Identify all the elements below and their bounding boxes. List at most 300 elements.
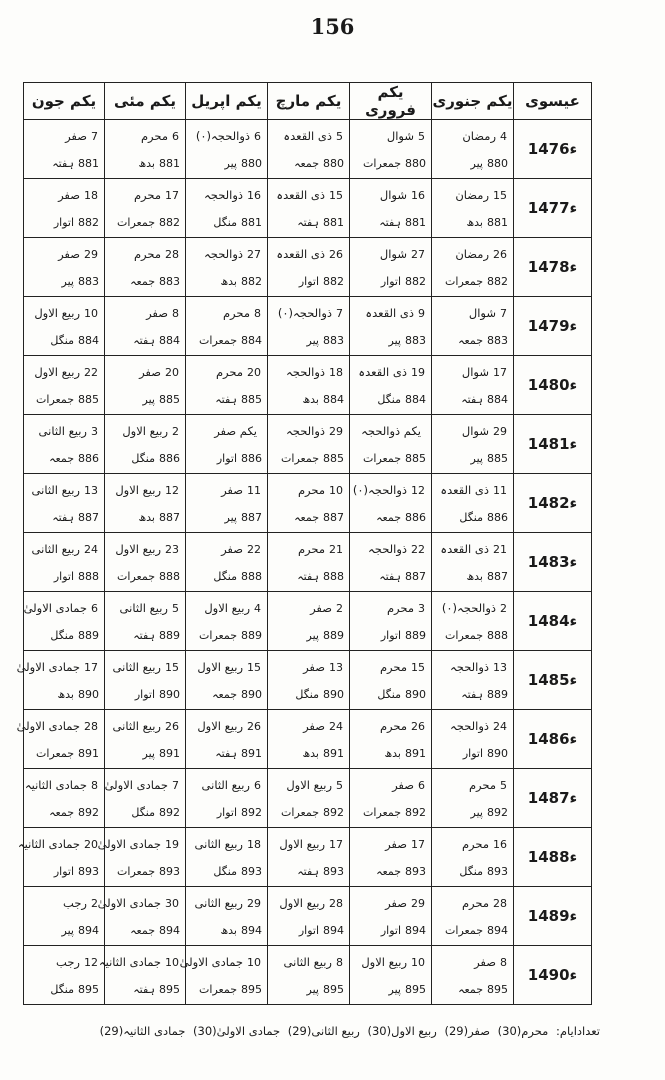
hijri-year: 887	[241, 511, 262, 524]
hijri-day: 22	[247, 543, 261, 556]
table-row	[24, 769, 592, 828]
hijri-year: 886	[159, 452, 180, 465]
date-cell	[24, 946, 105, 1005]
date-cell	[350, 179, 432, 238]
hijri-date	[354, 660, 425, 674]
weekday: جمعہ	[212, 688, 237, 701]
hijri-year-weekday	[212, 688, 262, 701]
header-jan: یکم جنوری	[432, 83, 514, 120]
weekday: پیر	[306, 629, 319, 642]
weekday: جمعرات	[199, 334, 237, 347]
weekday: منگل	[213, 865, 237, 878]
date-cell	[268, 769, 350, 828]
hijri-year-weekday	[130, 275, 180, 288]
date-cell	[24, 297, 105, 356]
hijri-year: 889	[241, 629, 262, 642]
hijri-year: 894	[159, 924, 180, 937]
hijri-month: صفر	[385, 837, 407, 851]
table-row	[24, 887, 592, 946]
weekday: منگل	[295, 688, 319, 701]
date-cell	[432, 120, 514, 179]
weekday: پیر	[388, 334, 401, 347]
hijri-year-weekday	[50, 983, 99, 996]
date-cell	[350, 710, 432, 769]
weekday: جمعرات	[117, 865, 155, 878]
hijri-month: محرم	[386, 601, 414, 615]
hijri-month: محرم	[297, 542, 325, 556]
hijri-day: 20	[84, 838, 98, 851]
hijri-year-weekday	[54, 570, 99, 583]
date-cell	[432, 887, 514, 946]
hijri-year: 891	[323, 747, 344, 760]
date-cell	[268, 238, 350, 297]
hijri-year: 880	[241, 157, 262, 170]
hijri-day: 28	[165, 248, 179, 261]
hijri-day: 28	[84, 720, 98, 733]
weekday: جمعرات	[363, 452, 401, 465]
hijri-month: جمادی الاولیٰ	[104, 778, 168, 792]
hijri-month: شوال	[461, 424, 489, 438]
hijri-date	[272, 837, 343, 851]
date-cell	[24, 120, 105, 179]
footer-item: جمادی الاولیٰ(30)	[193, 1024, 281, 1038]
hijri-year-weekday	[458, 983, 508, 996]
header-may: یکم مئی	[105, 83, 186, 120]
hijri-date	[28, 365, 98, 379]
hijri-year: 893	[323, 865, 344, 878]
hijri-day: 21	[329, 543, 343, 556]
hijri-month: یکم ذوالحجہ	[361, 424, 421, 438]
hijri-year: 882	[159, 216, 180, 229]
date-cell	[24, 769, 105, 828]
hijri-year: 880	[323, 157, 344, 170]
hijri-year-weekday	[445, 629, 508, 642]
hijri-date	[97, 896, 179, 910]
hijri-month: جمادی الثانیہ	[98, 955, 161, 969]
weekday: ہفتہ	[297, 570, 319, 583]
hijri-year-weekday	[381, 924, 426, 937]
weekday: منگل	[377, 393, 401, 406]
hijri-year-weekday	[52, 157, 99, 170]
hijri-year-weekday	[215, 393, 262, 406]
hijri-month: صفر	[221, 542, 243, 556]
hijri-month: ربیع الثانی	[119, 601, 168, 615]
hijri-day: 15	[329, 189, 343, 202]
table-row	[24, 533, 592, 592]
year-cell: 1485ء	[514, 651, 592, 710]
hijri-date	[16, 719, 98, 733]
year-cell: 1478ء	[514, 238, 592, 297]
hijri-year-weekday	[138, 511, 180, 524]
date-cell	[268, 415, 350, 474]
hijri-month: ذوالحجہ	[368, 542, 407, 556]
hijri-date	[190, 306, 261, 320]
hijri-year-weekday	[459, 511, 508, 524]
date-cell	[17, 828, 105, 887]
days-count-footer	[20, 1024, 600, 1038]
weekday: ہفتہ	[215, 393, 237, 406]
year-cell: 1486ء	[514, 710, 592, 769]
date-cell	[268, 356, 350, 415]
hijri-date	[272, 247, 343, 261]
table-row	[24, 297, 592, 356]
hijri-year-weekday	[143, 393, 180, 406]
hijri-month: رجب	[56, 955, 80, 969]
hijri-year-weekday	[215, 747, 262, 760]
date-cell	[179, 946, 268, 1005]
hijri-year: 881	[487, 216, 508, 229]
hijri-month: صفر	[310, 601, 332, 615]
weekday: جمعہ	[49, 806, 74, 819]
hijri-day: 7	[172, 779, 179, 792]
hijri-year: 888	[78, 570, 99, 583]
hijri-year-weekday	[466, 570, 508, 583]
hijri-year-weekday	[384, 747, 426, 760]
hijri-date	[109, 188, 179, 202]
hijri-date	[354, 365, 425, 379]
hijri-day: 6	[172, 130, 179, 143]
hijri-day: 13	[329, 661, 343, 674]
hijri-year: 887	[487, 570, 508, 583]
hijri-day: 6	[254, 779, 261, 792]
hijri-day: 26	[411, 720, 425, 733]
hijri-year-weekday	[138, 157, 180, 170]
hijri-month: ذی القعدہ	[283, 129, 332, 143]
hijri-date	[354, 601, 425, 615]
date-cell	[350, 592, 432, 651]
hijri-month: صفر	[146, 306, 168, 320]
calendar-table	[16, 82, 592, 1005]
hijri-year: 893	[78, 865, 99, 878]
weekday: جمعہ	[130, 924, 155, 937]
year-cell: 1487ء	[514, 769, 592, 828]
hijri-day: 8	[91, 779, 98, 792]
hijri-month: صفر	[221, 483, 243, 497]
hijri-day: 10	[165, 956, 179, 969]
date-cell	[186, 533, 268, 592]
hijri-year-weekday	[220, 275, 262, 288]
hijri-month: محرم	[461, 837, 489, 851]
date-cell	[350, 415, 432, 474]
hijri-year-weekday	[50, 629, 99, 642]
hijri-day: 13	[84, 484, 98, 497]
hijri-month: صفر	[65, 129, 87, 143]
weekday: بدھ	[466, 570, 483, 583]
hijri-day: 18	[84, 189, 98, 202]
hijri-year: 885	[159, 393, 180, 406]
hijri-year: 882	[241, 275, 262, 288]
hijri-year-weekday	[295, 688, 344, 701]
hijri-date	[109, 542, 179, 556]
date-cell	[105, 533, 186, 592]
hijri-month: رجب	[63, 896, 87, 910]
hijri-day: 24	[84, 543, 98, 556]
hijri-date	[436, 955, 507, 969]
hijri-year-weekday	[117, 570, 180, 583]
hijri-month: ربیع الاول	[115, 542, 161, 556]
hijri-year: 883	[323, 334, 344, 347]
hijri-month: رمضان	[455, 188, 489, 202]
hijri-month: ربیع الاول	[361, 955, 407, 969]
date-cell	[268, 533, 350, 592]
hijri-year: 888	[159, 570, 180, 583]
hijri-year: 894	[487, 924, 508, 937]
hijri-day: 29	[84, 248, 98, 261]
date-cell	[268, 592, 350, 651]
weekday: جمعہ	[294, 511, 319, 524]
hijri-date	[190, 483, 261, 497]
hijri-day: 15	[165, 661, 179, 674]
hijri-date	[28, 542, 98, 556]
weekday: اتوار	[53, 570, 74, 583]
hijri-year: 886	[78, 452, 99, 465]
hijri-year-weekday	[307, 983, 344, 996]
hijri-month: جمادی الاولیٰ	[97, 896, 161, 910]
date-cell	[24, 415, 105, 474]
hijri-month: ذی القعدہ	[440, 542, 489, 556]
hijri-month: ربیع الاول	[115, 483, 161, 497]
hijri-year-weekday	[62, 924, 99, 937]
date-cell	[24, 238, 105, 297]
hijri-day: 3	[418, 602, 425, 615]
date-cell	[432, 533, 514, 592]
date-cell	[350, 297, 432, 356]
hijri-day: 10	[84, 307, 98, 320]
year-cell: 1484ء	[514, 592, 592, 651]
hijri-date	[24, 778, 98, 792]
hijri-day: 29	[329, 425, 343, 438]
date-cell	[16, 710, 105, 769]
hijri-year: 883	[78, 275, 99, 288]
date-cell	[268, 120, 350, 179]
footer-item: صفر(29)	[444, 1024, 490, 1038]
hijri-date	[190, 424, 261, 438]
date-cell	[350, 828, 432, 887]
hijri-month: ربیع الاول	[286, 778, 332, 792]
hijri-year: 892	[159, 806, 180, 819]
date-cell	[432, 828, 514, 887]
hijri-year-weekday	[62, 275, 99, 288]
hijri-month: شوال	[379, 247, 407, 261]
weekday: منگل	[50, 629, 74, 642]
hijri-year-weekday	[131, 806, 180, 819]
hijri-year: 891	[159, 747, 180, 760]
weekday: اتوار	[462, 747, 483, 760]
hijri-month: رمضان	[455, 247, 489, 261]
date-cell	[186, 356, 268, 415]
header-feb: یکم فروری	[350, 83, 432, 120]
hijri-year: 890	[323, 688, 344, 701]
date-cell	[105, 710, 186, 769]
hijri-day: 17	[493, 366, 507, 379]
hijri-year-weekday	[143, 747, 180, 760]
hijri-year-weekday	[217, 806, 262, 819]
hijri-date	[109, 129, 179, 143]
hijri-day: 2	[500, 602, 507, 615]
hijri-date	[272, 129, 343, 143]
hijri-month: محرم	[379, 660, 407, 674]
hijri-day: 2	[172, 425, 179, 438]
table-row	[24, 415, 592, 474]
hijri-year-weekday	[297, 865, 344, 878]
footer-item: محرم(30)	[497, 1024, 549, 1038]
table-row	[24, 651, 592, 710]
hijri-month: جمادی الثانیہ	[17, 837, 80, 851]
date-cell	[350, 238, 432, 297]
hijri-day: 29	[493, 425, 507, 438]
hijri-year-weekday	[135, 688, 180, 701]
hijri-month: صفر	[474, 955, 496, 969]
weekday: پیر	[470, 806, 483, 819]
hijri-month: ذوالحجہ(۰)	[195, 129, 250, 143]
hijri-year: 895	[241, 983, 262, 996]
weekday: بدھ	[138, 157, 155, 170]
hijri-month: ربیع الاول	[122, 424, 168, 438]
hijri-day: 5	[336, 779, 343, 792]
hijri-date	[190, 247, 261, 261]
weekday: پیر	[470, 452, 483, 465]
hijri-month: صفر	[303, 660, 325, 674]
table-row	[24, 120, 592, 179]
hijri-year-weekday	[363, 452, 426, 465]
weekday: منگل	[213, 216, 237, 229]
hijri-year: 884	[405, 393, 426, 406]
weekday: بدھ	[57, 688, 74, 701]
table-row	[24, 828, 592, 887]
weekday: پیر	[388, 983, 401, 996]
hijri-date	[272, 778, 343, 792]
header-mar: یکم مارچ	[268, 83, 350, 120]
hijri-year-weekday	[445, 924, 508, 937]
hijri-date	[190, 778, 261, 792]
hijri-date	[179, 955, 261, 969]
table-row	[24, 710, 592, 769]
year-cell: 1480ء	[514, 356, 592, 415]
hijri-year-weekday	[49, 452, 99, 465]
hijri-year: 895	[159, 983, 180, 996]
weekday: پیر	[61, 275, 74, 288]
hijri-month: صفر	[58, 247, 80, 261]
hijri-year: 893	[487, 865, 508, 878]
date-cell	[24, 592, 105, 651]
hijri-year: 893	[159, 865, 180, 878]
weekday: منگل	[213, 570, 237, 583]
date-cell	[186, 710, 268, 769]
hijri-year-weekday	[363, 157, 426, 170]
hijri-date	[272, 424, 343, 438]
date-cell	[105, 769, 186, 828]
hijri-date	[272, 306, 343, 320]
hijri-month: ربیع الثانی	[194, 896, 243, 910]
hijri-year-weekday	[50, 334, 99, 347]
weekday: بدھ	[466, 216, 483, 229]
hijri-day: 19	[165, 838, 179, 851]
date-cell	[350, 946, 432, 1005]
hijri-year: 887	[405, 570, 426, 583]
weekday: ہفتہ	[133, 629, 155, 642]
hijri-year: 894	[323, 924, 344, 937]
footer-label: تعدادایام:	[556, 1024, 600, 1038]
date-cell	[432, 179, 514, 238]
hijri-year: 894	[78, 924, 99, 937]
hijri-year-weekday	[281, 452, 344, 465]
hijri-date	[436, 601, 507, 615]
hijri-date	[109, 306, 179, 320]
year-cell: 1481ء	[514, 415, 592, 474]
hijri-year-weekday	[133, 629, 180, 642]
hijri-day: 10	[411, 956, 425, 969]
weekday: پیر	[142, 393, 155, 406]
hijri-year-weekday	[376, 511, 426, 524]
hijri-month: صفر	[392, 778, 414, 792]
date-cell	[350, 651, 432, 710]
hijri-year-weekday	[458, 334, 508, 347]
hijri-year-weekday	[466, 216, 508, 229]
date-cell	[105, 474, 186, 533]
weekday: جمعہ	[294, 157, 319, 170]
hijri-year: 887	[78, 511, 99, 524]
hijri-date	[436, 837, 507, 851]
hijri-date	[354, 778, 425, 792]
hijri-month: محرم	[133, 188, 161, 202]
hijri-day: 17	[84, 661, 98, 674]
hijri-day: 26	[329, 248, 343, 261]
hijri-year-weekday	[471, 806, 508, 819]
hijri-year-weekday	[299, 275, 344, 288]
hijri-year: 885	[323, 452, 344, 465]
hijri-month: ذی القعدہ	[358, 365, 407, 379]
hijri-year-weekday	[302, 747, 344, 760]
hijri-year: 885	[78, 393, 99, 406]
hijri-year-weekday	[302, 393, 344, 406]
weekday: جمعرات	[199, 983, 237, 996]
weekday: ہفتہ	[52, 157, 74, 170]
hijri-date	[28, 129, 98, 143]
hijri-day: 24	[329, 720, 343, 733]
date-cell	[97, 828, 186, 887]
hijri-date	[28, 896, 98, 910]
table-row	[24, 179, 592, 238]
hijri-year: 889	[323, 629, 344, 642]
hijri-date	[109, 660, 179, 674]
date-cell	[105, 651, 186, 710]
hijri-day: 23	[165, 543, 179, 556]
weekday: منگل	[459, 511, 483, 524]
hijri-year: 882	[323, 275, 344, 288]
date-cell	[105, 179, 186, 238]
date-cell	[105, 297, 186, 356]
hijri-year: 892	[78, 806, 99, 819]
date-cell	[432, 415, 514, 474]
hijri-year-weekday	[445, 275, 508, 288]
page-number: 156	[310, 14, 355, 39]
hijri-year-weekday	[307, 334, 344, 347]
hijri-date	[354, 424, 425, 438]
hijri-year-weekday	[52, 511, 99, 524]
hijri-day: 6	[91, 602, 98, 615]
hijri-year-weekday	[363, 806, 426, 819]
date-cell	[350, 769, 432, 828]
hijri-date	[109, 719, 179, 733]
hijri-year: 883	[405, 334, 426, 347]
hijri-year: 889	[159, 629, 180, 642]
hijri-year-weekday	[379, 216, 426, 229]
hijri-month: ربیع الثانی	[201, 778, 250, 792]
hijri-year-weekday	[471, 452, 508, 465]
weekday: ہفتہ	[133, 334, 155, 347]
hijri-year: 880	[487, 157, 508, 170]
weekday: منگل	[131, 452, 155, 465]
